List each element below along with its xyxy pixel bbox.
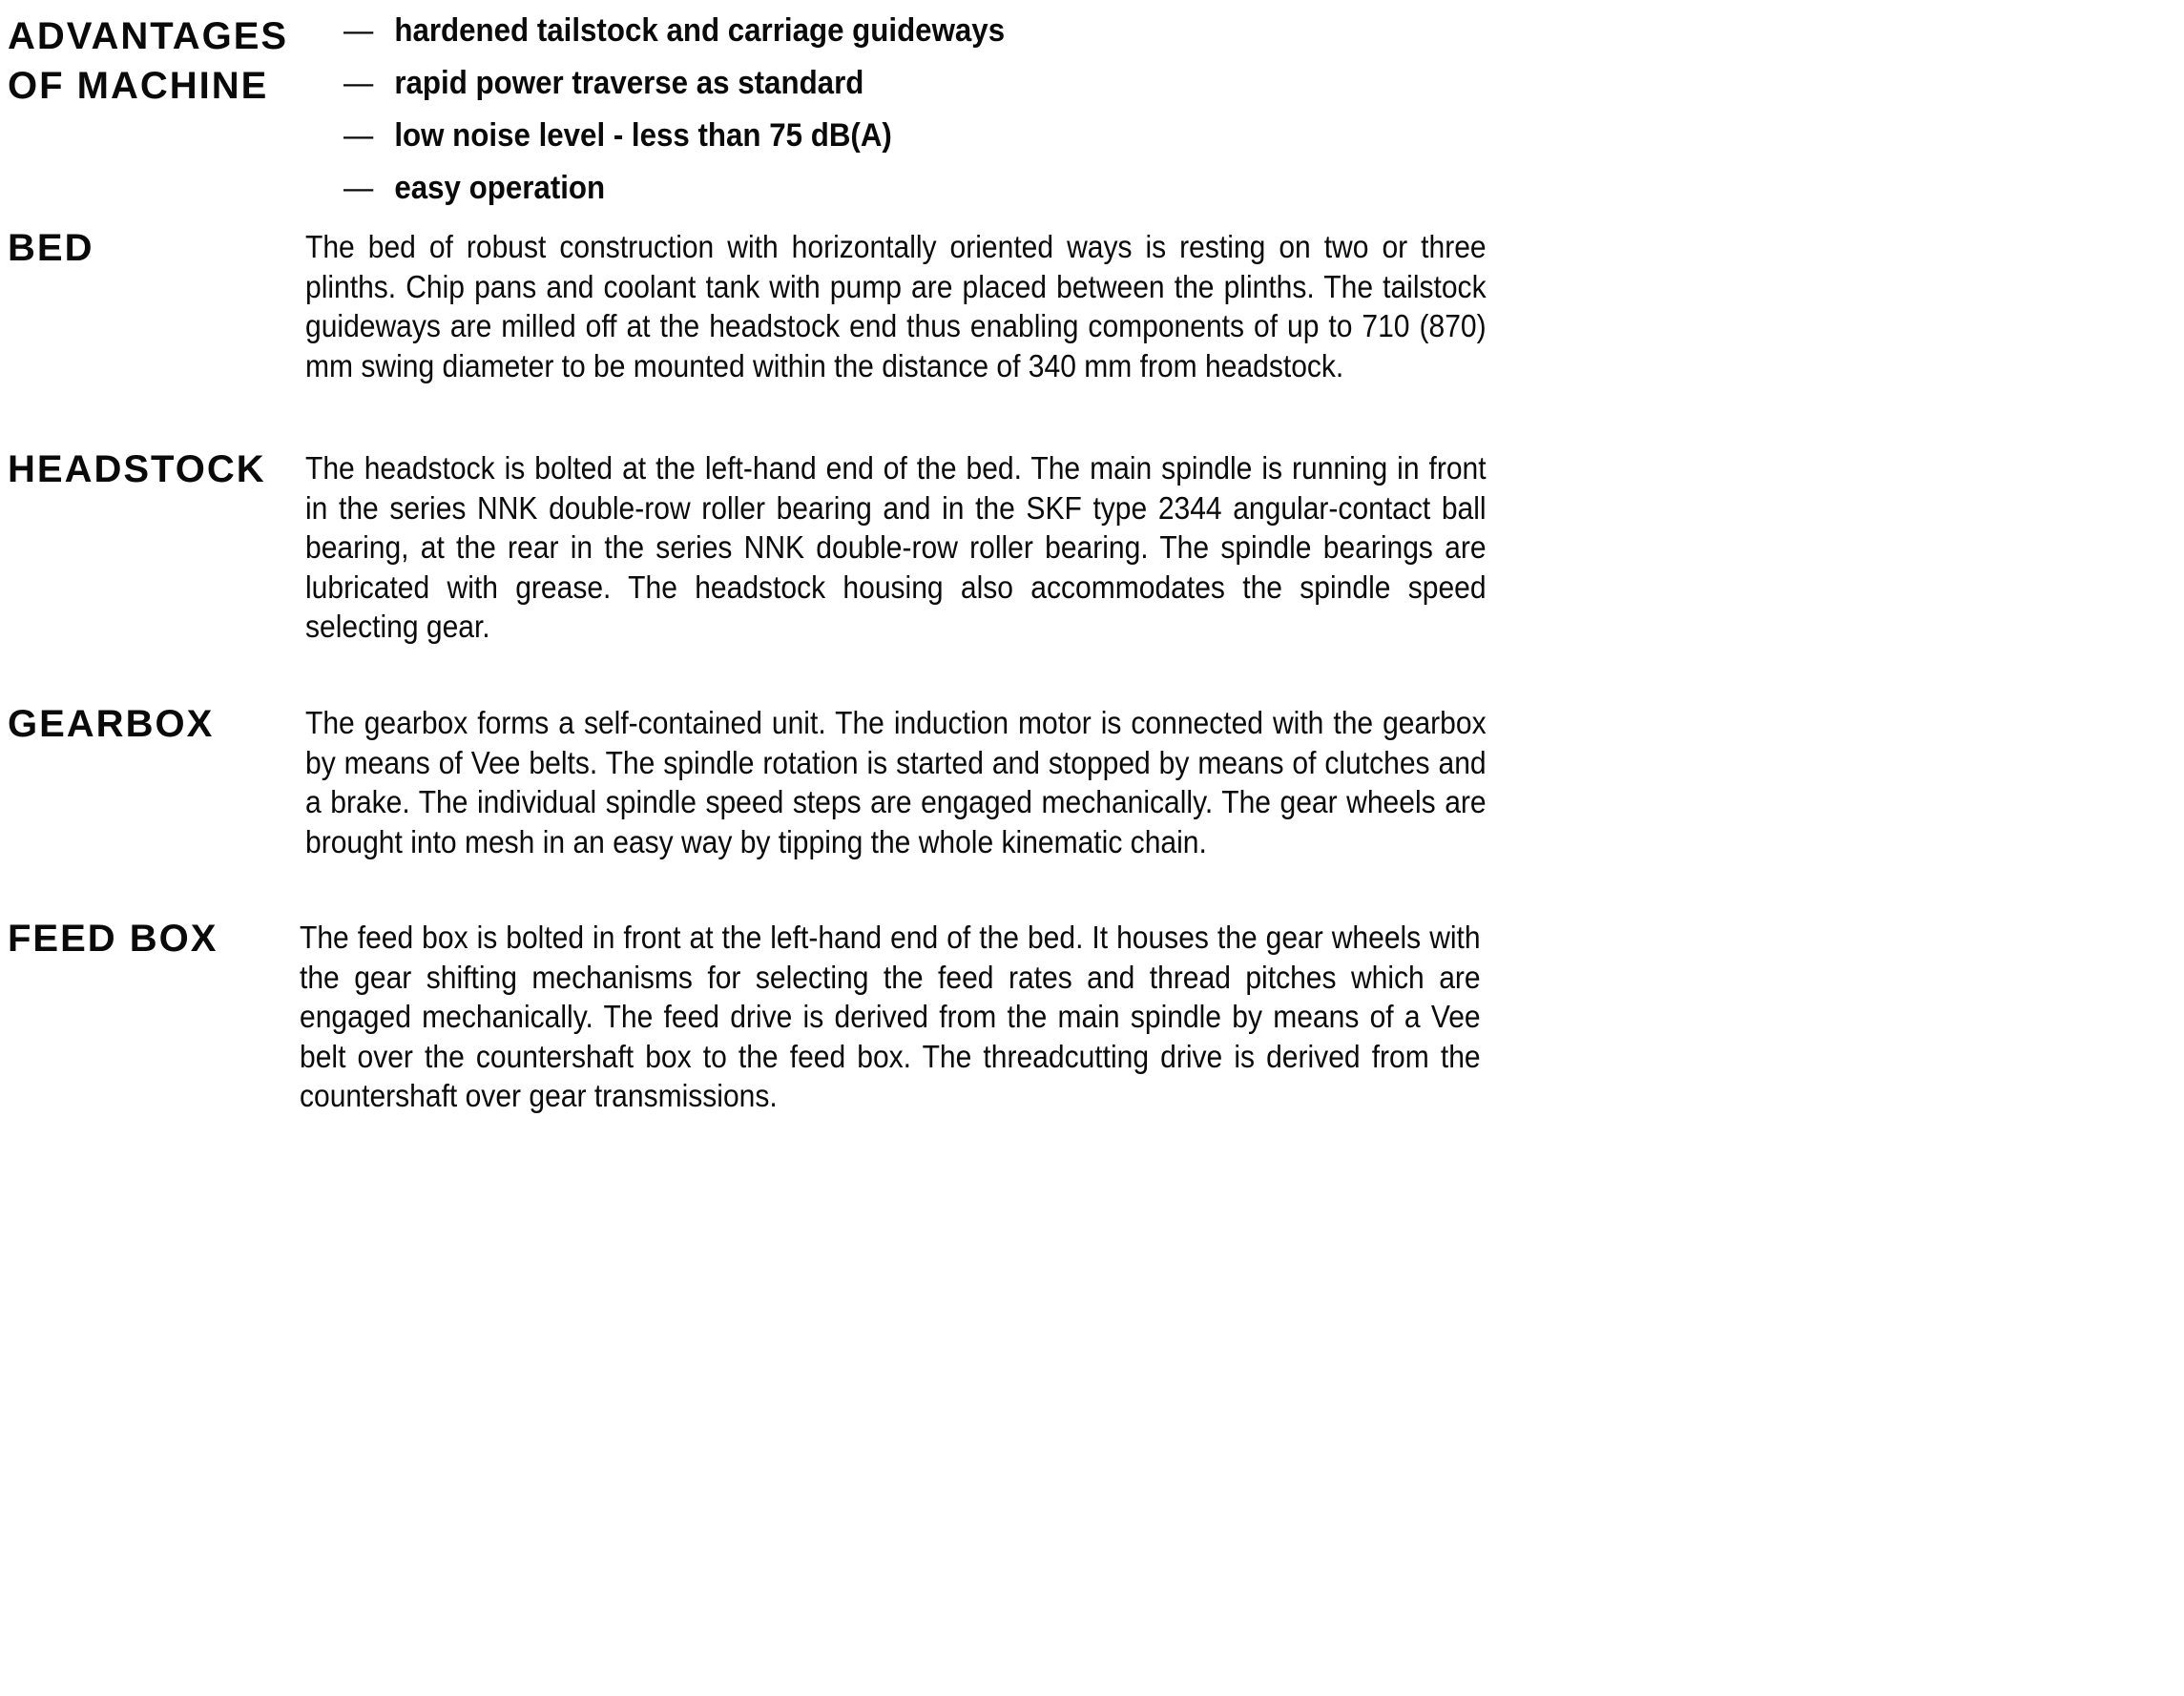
section-heading: FEED BOX bbox=[8, 918, 218, 960]
dash-bullet: — bbox=[343, 65, 374, 101]
advantage-text: rapid power traverse as standard bbox=[394, 65, 864, 101]
section-text bbox=[305, 448, 1485, 647]
advantages-heading bbox=[8, 11, 332, 111]
advantage-item bbox=[343, 64, 1397, 116]
advantages-title-line2: OF MACHINE bbox=[8, 65, 269, 107]
advantages-list bbox=[343, 11, 1488, 221]
section-paragraph: The feed box is bolted in front at the left-hand end of the bed. It houses the gear wheels with the gear shifting mechanisms for selecting the feed rates and thread pitches which are engaged mechanically. The feed drive is derived from the main spindle by means of a Vee belt over the countershaft box to the feed box. The threadcutting drive is derived from the countershaft over gear transmissions. bbox=[300, 920, 1481, 1113]
advantage-text: easy operation bbox=[394, 170, 606, 206]
section-heading: HEADSTOCK bbox=[8, 448, 266, 490]
advantage-item bbox=[343, 116, 1397, 169]
section-text bbox=[305, 227, 1485, 385]
advantages-title-line1: ADVANTAGES bbox=[8, 15, 289, 57]
advantage-item bbox=[343, 11, 1397, 64]
dash-bullet: — bbox=[343, 12, 374, 49]
advantage-text: low noise level - less than 75 dB(A) bbox=[394, 117, 892, 154]
section-heading: GEARBOX bbox=[8, 703, 215, 745]
section-text bbox=[305, 703, 1485, 861]
advantage-item bbox=[343, 169, 1397, 221]
section-text bbox=[300, 918, 1479, 1116]
dash-bullet: — bbox=[343, 117, 374, 154]
section-paragraph: The bed of robust construction with horizontally oriented ways is resting on two or three plinths. Chip pans and coolant tank with pump are placed between the plinths. The tailstock guideways are milled off at the headstock end thus enabling components of up to 710 (870) mm swing diameter to be mounted within the distance of 340 mm from headstock. bbox=[305, 229, 1487, 383]
advantage-text: hardened tailstock and carriage guideways bbox=[394, 12, 1006, 49]
section-paragraph: The gearbox forms a self-contained unit. The induction motor is connected with the gearbox by means of Vee belts. The spindle rotation is started and stopped by means of clutches and a brake. The individual spindle speed steps are engaged mechanically. The gear wheels are brought into mesh in an easy way by tipping the whole kinematic chain. bbox=[305, 705, 1487, 859]
section-heading: BED bbox=[8, 227, 94, 269]
section-paragraph: The headstock is bolted at the left-hand end of the bed. The main spindle is running in front in the series NNK double-row roller bearing and in the SKF type 2344 angular-contact ball bearing, at the rear in the series NNK double-row roller bearing. The spindle bearings are lubricated with grease. The headstock housing also accommodates the spindle speed selecting gear. bbox=[305, 450, 1487, 644]
advantages-section bbox=[8, 11, 1006, 206]
dash-bullet: — bbox=[343, 170, 374, 206]
